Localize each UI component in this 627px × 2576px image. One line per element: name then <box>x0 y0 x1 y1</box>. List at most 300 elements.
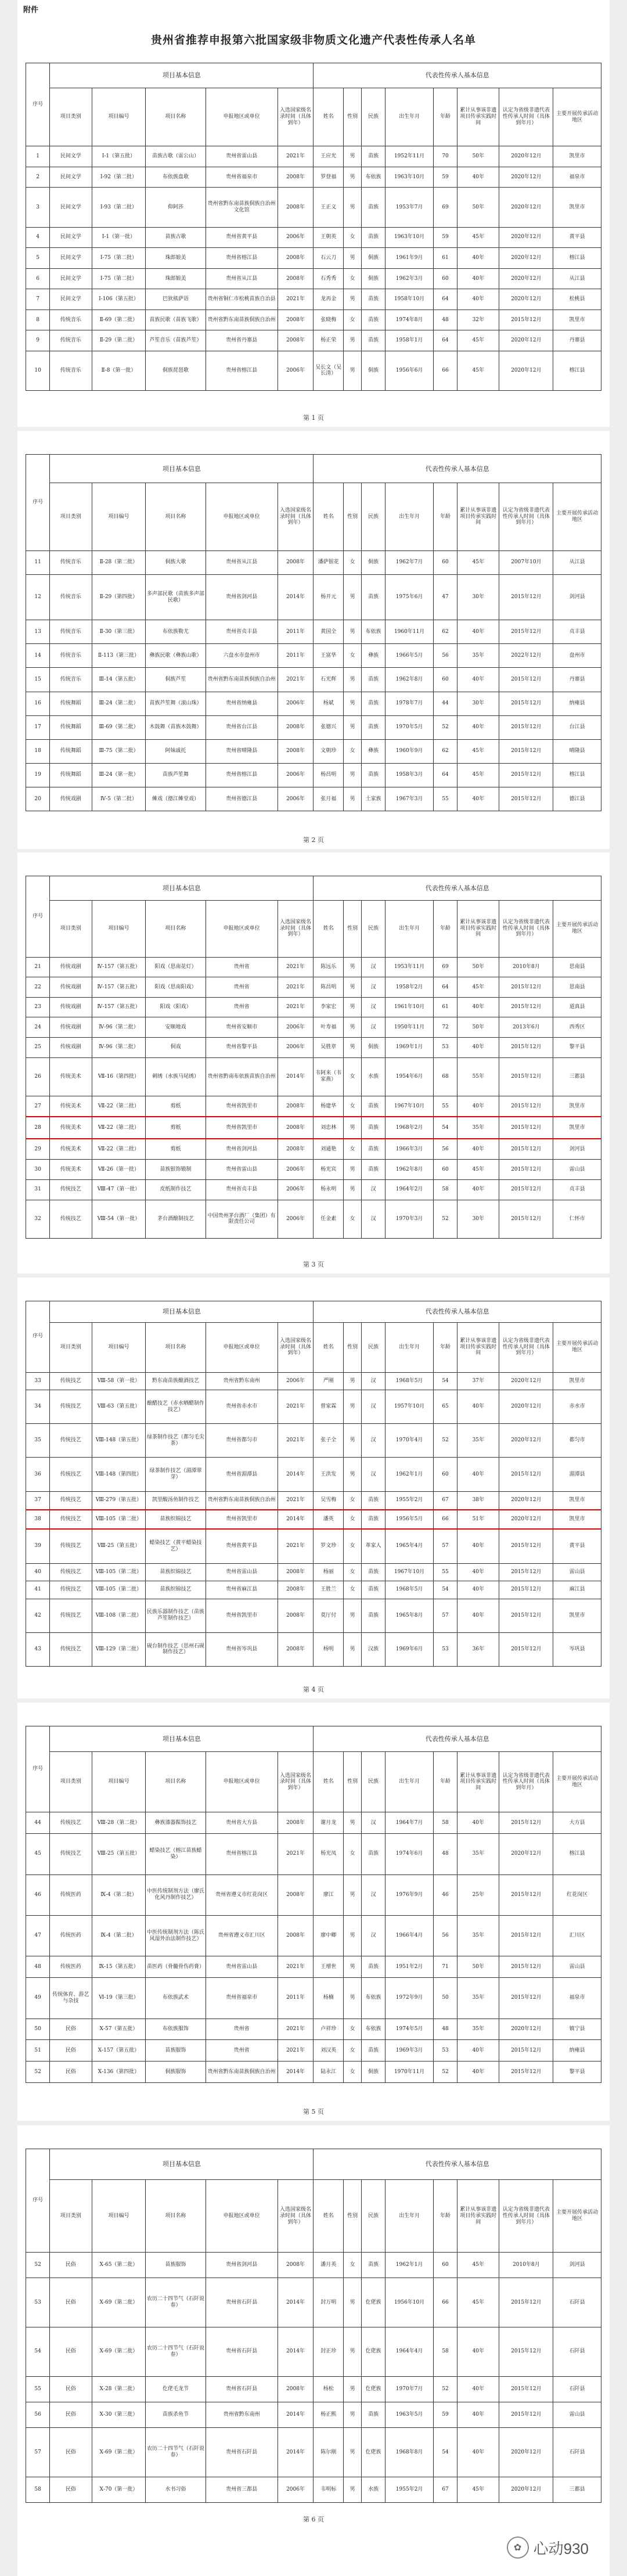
col-ethnicity: 民族 <box>362 1752 385 1812</box>
cell-year: 2006年 <box>278 227 314 248</box>
cell-year: 2006年 <box>278 787 314 811</box>
roster-table <box>26 2149 601 2503</box>
cell-age: 61 <box>433 248 457 269</box>
cell-name: 罗文珍 <box>314 1529 344 1564</box>
cell-eth: 汉 <box>362 977 385 998</box>
cell-age: 61 <box>433 997 457 1017</box>
cell-cat: 传统技艺 <box>50 1180 92 1200</box>
cell-year: 2008年 <box>278 739 314 763</box>
cell-name: 张子全 <box>314 1424 344 1458</box>
cell-code: Ⅷ-105（第二批） <box>92 1563 146 1581</box>
cell-unit: 贵州省 <box>206 2019 278 2040</box>
cell-eth: 仡佬族 <box>362 2428 385 2477</box>
cell-no: 8 <box>26 310 50 330</box>
cell-pname: 侗族服饰 <box>146 2061 206 2083</box>
cell-age: 66 <box>433 351 457 390</box>
cell-no: 32 <box>26 1200 50 1238</box>
cell-birth: 1958年3月 <box>385 763 434 787</box>
cell-eth: 苗族 <box>362 1956 385 1978</box>
cell-gender: 男 <box>344 1875 362 1915</box>
cell-cat: 民俗 <box>50 2253 92 2278</box>
cell-eth: 苗族 <box>362 1563 385 1581</box>
header-row-group <box>26 876 601 901</box>
col-group-inheritor: 代表性传承人基本信息 <box>314 455 601 483</box>
cell-pname: 绿茶制作技艺（都匀毛尖茶） <box>146 1424 206 1458</box>
cell-year: 2006年 <box>278 1372 314 1390</box>
cell-region: 丹寨县 <box>553 668 601 692</box>
cell-name: 吴长文（吴长清） <box>314 351 344 390</box>
cell-birth: 1968年8月 <box>385 2428 434 2477</box>
document-page-6 <box>17 2125 610 2576</box>
table-row <box>26 644 601 668</box>
cell-age: 64 <box>433 763 457 787</box>
cell-cat: 传统音乐 <box>50 644 92 668</box>
cell-prov: 2015年12月 <box>499 1812 553 1834</box>
cell-code: Ⅸ-4（第二批） <box>92 1875 146 1915</box>
table-row <box>26 739 601 763</box>
col-years-engaged: 累计从事该非遗项目传承实践时间 <box>457 483 499 551</box>
cell-region: 榕江县 <box>553 763 601 787</box>
cell-region: 贞丰县 <box>553 1180 601 1200</box>
cell-eth: 苗族 <box>362 2402 385 2427</box>
cell-age: 71 <box>433 1956 457 1978</box>
cell-pname: 安顺地戏 <box>146 1017 206 1038</box>
cell-age: 72 <box>433 1017 457 1038</box>
cell-name: 石秀秀 <box>314 268 344 289</box>
cell-pname: 侗族芦笙 <box>146 668 206 692</box>
cell-unit: 贵州省铜仁市松桃苗族自治县 <box>206 289 278 310</box>
cell-cat: 传统音乐 <box>50 351 92 390</box>
cell-prov: 2013年6月 <box>499 1017 553 1038</box>
table-row <box>26 1599 601 1632</box>
cell-prov: 2020年12月 <box>499 330 553 351</box>
cell-age: 62 <box>433 739 457 763</box>
table-row <box>26 167 601 188</box>
cell-age: 46 <box>433 1875 457 1915</box>
cell-no: 4 <box>26 227 50 248</box>
cell-pname: 阳戏（思南花灯） <box>146 957 206 977</box>
cell-no: 17 <box>26 715 50 739</box>
cell-exp: 25年 <box>457 1875 499 1915</box>
cell-gender: 男 <box>344 1458 362 1491</box>
cell-cat: 传统技艺 <box>50 1491 92 1510</box>
cell-code: Ⅵ-19（第三批） <box>92 1978 146 2019</box>
table-row <box>26 1390 601 1423</box>
col-birth: 出生年月 <box>385 483 434 551</box>
cell-year: 2021年 <box>278 146 314 167</box>
cell-unit: 贵州省雷山县 <box>206 1956 278 1978</box>
cell-year: 2021年 <box>278 977 314 998</box>
cell-no: 51 <box>26 2040 50 2061</box>
cell-name: 杨正荣 <box>314 330 344 351</box>
cell-pname: 蜡染技艺（黄平蜡染技艺） <box>146 1529 206 1564</box>
cell-birth: 1962年1月 <box>385 1458 434 1491</box>
cell-exp: 40年 <box>457 1390 499 1423</box>
col-gender: 性别 <box>344 900 362 957</box>
cell-cat: 传统戏剧 <box>50 1037 92 1057</box>
col-applicant: 申报地区或单位 <box>206 483 278 551</box>
cell-cat: 传统舞蹈 <box>50 739 92 763</box>
cell-exp: 45年 <box>457 763 499 787</box>
cell-eth: 仡佬族 <box>362 2327 385 2377</box>
cell-exp: 35年 <box>457 2019 499 2040</box>
cell-region: 思南县 <box>553 957 601 977</box>
cell-no: 16 <box>26 692 50 715</box>
cell-cat: 传统戏剧 <box>50 1017 92 1038</box>
cell-year: 2021年 <box>278 1491 314 1510</box>
cell-no: 31 <box>26 1180 50 1200</box>
page-number: 第 2 页 <box>303 836 324 844</box>
header-row-columns <box>26 900 601 957</box>
cell-birth: 1956年5月 <box>385 1510 434 1529</box>
cell-pname: 侗族琵琶歌 <box>146 351 206 390</box>
cell-age: 52 <box>433 715 457 739</box>
cell-exp: 35年 <box>457 1834 499 1875</box>
cell-gender: 女 <box>344 1200 362 1238</box>
col-project-no: 项目编号 <box>92 2180 146 2253</box>
cell-region: 岑巩县 <box>553 1632 601 1666</box>
cell-eth: 苗族 <box>362 289 385 310</box>
cell-no: 43 <box>26 1632 50 1666</box>
cell-region: 三都县 <box>553 2477 601 2502</box>
cell-birth: 1958年1月 <box>385 330 434 351</box>
col-gender: 性别 <box>344 483 362 551</box>
cell-name: 张月福 <box>314 787 344 811</box>
cell-name: 廖中卿 <box>314 1915 344 1956</box>
cell-prov: 2020年12月 <box>499 1491 553 1510</box>
cell-region: 盘州市 <box>553 644 601 668</box>
table-row <box>26 2477 601 2502</box>
cell-gender: 女 <box>344 2019 362 2040</box>
cell-region: 黄平县 <box>553 1529 601 1564</box>
table-row <box>26 1180 601 1200</box>
cell-gender: 男 <box>344 351 362 390</box>
cell-region: 雷山县 <box>553 2402 601 2427</box>
cell-unit: 贵州省 <box>206 997 278 1017</box>
cell-cat: 传统音乐 <box>50 330 92 351</box>
cell-code: Ⅲ-75（第二批） <box>92 739 146 763</box>
cell-no: 30 <box>26 1160 50 1180</box>
cell-eth: 苗族 <box>362 1096 385 1117</box>
cell-no: 33 <box>26 1372 50 1390</box>
col-applicant: 申报地区或单位 <box>206 900 278 957</box>
col-year-col: 入选国家级名录时间（具体到年） <box>278 1322 314 1372</box>
cell-name: 石云刀 <box>314 248 344 269</box>
cell-name: 王正义 <box>314 188 344 227</box>
table-row <box>26 2327 601 2377</box>
cell-code: Ⅷ-148（第五批） <box>92 1424 146 1458</box>
cell-region: 雷山县 <box>553 1160 601 1180</box>
cell-gender: 男 <box>344 1424 362 1458</box>
cell-birth: 1966年4月 <box>385 1915 434 1956</box>
cell-gender: 男 <box>344 763 362 787</box>
cell-prov: 2015年12月 <box>499 1180 553 1200</box>
cell-unit: 贵州省 <box>206 977 278 998</box>
header-row-group <box>26 1301 601 1323</box>
cell-name: 谢月龙 <box>314 1812 344 1834</box>
cell-prov: 2020年12月 <box>499 1834 553 1875</box>
cell-code: Ⅰ-93（第二批） <box>92 188 146 227</box>
cell-name: 杨永明 <box>314 1180 344 1200</box>
cell-eth: 苗族 <box>362 1117 385 1139</box>
cell-name: 王增世 <box>314 1956 344 1978</box>
cell-year: 2008年 <box>278 551 314 574</box>
cell-cat: 民俗 <box>50 2402 92 2427</box>
cell-birth: 1963年10月 <box>385 227 434 248</box>
table-row <box>26 1117 601 1139</box>
cell-age: 68 <box>433 1057 457 1096</box>
table-row <box>26 997 601 1017</box>
cell-no: 48 <box>26 1956 50 1978</box>
table-row <box>26 1491 601 1510</box>
cell-prov: 2015年12月 <box>499 1458 553 1491</box>
table-row <box>26 1160 601 1180</box>
cell-code: Ⅱ-8（第一批） <box>92 351 146 390</box>
cell-pname: 苗族芦笙舞（滚山珠） <box>146 692 206 715</box>
cell-region: 黎平县 <box>553 1037 601 1057</box>
roster-table <box>26 454 601 811</box>
cell-unit: 贵州省榕江县 <box>206 1834 278 1875</box>
cell-birth: 1962年3月 <box>385 268 434 289</box>
cell-birth: 1966年5月 <box>385 644 434 668</box>
cell-code: Ⅳ-96（第二批） <box>92 1017 146 1038</box>
cell-gender: 女 <box>344 310 362 330</box>
cell-unit: 贵州省雷山县 <box>206 1160 278 1180</box>
cell-birth: 1974年8月 <box>385 310 434 330</box>
cell-prov: 2020年12月 <box>499 2428 553 2477</box>
cell-year: 2008年 <box>278 1139 314 1160</box>
cell-no: 12 <box>26 574 50 620</box>
cell-region: 凯里市 <box>553 1491 601 1510</box>
cell-unit: 贵州省福泉市 <box>206 1978 278 2019</box>
cell-age: 53 <box>433 1037 457 1057</box>
cell-pname: 砚台制作技艺（思州石砚制作技艺） <box>146 1632 206 1666</box>
col-age: 年龄 <box>433 2180 457 2253</box>
cell-region: 福泉市 <box>553 167 601 188</box>
col-category: 项目类别 <box>50 900 92 957</box>
cell-birth: 1974年6月 <box>385 1834 434 1875</box>
cell-unit: 贵州省 <box>206 2040 278 2061</box>
cell-region: 石阡县 <box>553 2428 601 2477</box>
cell-prov: 2015年12月 <box>499 1956 553 1978</box>
cell-birth: 1963年5月 <box>385 2402 434 2427</box>
col-ethnicity: 民族 <box>362 88 385 146</box>
col-age: 年龄 <box>433 1752 457 1812</box>
cell-birth: 1970年11月 <box>385 2061 434 2083</box>
cell-exp: 55年 <box>457 1057 499 1096</box>
cell-cat: 民间文学 <box>50 248 92 269</box>
cell-region: 凯里市 <box>553 1117 601 1139</box>
cell-exp: 35年 <box>457 1915 499 1956</box>
table-row <box>26 2428 601 2477</box>
cell-age: 54 <box>433 1372 457 1390</box>
cell-name: 叶寿福 <box>314 1017 344 1038</box>
col-name: 姓名 <box>314 1752 344 1812</box>
cell-exp: 45年 <box>457 2253 499 2278</box>
header-row-columns <box>26 1752 601 1812</box>
cell-region: 都匀市 <box>553 1424 601 1458</box>
cell-pname: 蜡染技艺（榕江苗族蜡染） <box>146 1834 206 1875</box>
cell-no: 15 <box>26 668 50 692</box>
cell-no: 18 <box>26 739 50 763</box>
cell-code: Ⅷ-28（第二批） <box>92 1812 146 1834</box>
cell-cat: 民俗 <box>50 2477 92 2502</box>
cell-eth: 汉 <box>362 1875 385 1915</box>
cell-exp: 35年 <box>457 1117 499 1139</box>
col-year-col: 入选国家级名录时间（具体到年） <box>278 900 314 957</box>
col-name: 姓名 <box>314 2180 344 2253</box>
cell-eth: 苗族 <box>362 227 385 248</box>
cell-cat: 传统医药 <box>50 1915 92 1956</box>
cell-pname: 多声部民歌（苗族多声部民歌） <box>146 574 206 620</box>
cell-cat: 民俗 <box>50 2278 92 2327</box>
table-row <box>26 957 601 977</box>
cell-unit: 贵州省贞丰县 <box>206 1180 278 1200</box>
col-age: 年龄 <box>433 1322 457 1372</box>
cell-birth: 1968年5月 <box>385 1372 434 1390</box>
cell-prov: 2020年12月 <box>499 1510 553 1529</box>
cell-gender: 男 <box>344 574 362 620</box>
cell-year: 2006年 <box>278 1037 314 1057</box>
col-birth: 出生年月 <box>385 1752 434 1812</box>
col-group-project: 项目基本信息 <box>50 455 314 483</box>
cell-name: 吴雪梅 <box>314 1491 344 1510</box>
cell-age: 52 <box>433 2061 457 2083</box>
cell-age: 59 <box>433 227 457 248</box>
cell-pname: 刺绣（水族马尾绣） <box>146 1057 206 1096</box>
table-row <box>26 1978 601 2019</box>
cell-code: Ⅱ-29（第四批） <box>92 574 146 620</box>
cell-birth: 1954年6月 <box>385 1057 434 1096</box>
document-page-1 <box>17 0 610 427</box>
cell-eth: 苗族 <box>362 188 385 227</box>
col-name: 姓名 <box>314 900 344 957</box>
cell-gender: 男 <box>344 1632 362 1666</box>
cell-exp: 40年 <box>457 2428 499 2477</box>
cell-age: 69 <box>433 957 457 977</box>
cell-gender: 男 <box>344 146 362 167</box>
col-project-no: 项目编号 <box>92 900 146 957</box>
cell-pname: 凯里酸汤鱼制作技艺 <box>146 1491 206 1510</box>
cell-gender: 女 <box>344 1529 362 1564</box>
cell-exp: 50年 <box>457 146 499 167</box>
cell-age: 60 <box>433 1458 457 1491</box>
cell-region: 台江县 <box>553 715 601 739</box>
cell-birth: 1953年7月 <box>385 188 434 227</box>
cell-unit: 贵州省麻江县 <box>206 1581 278 1599</box>
cell-region: 红花岗区 <box>553 1875 601 1915</box>
cell-pname: 苗族银饰锻制 <box>146 1160 206 1180</box>
cell-name: 杨斌 <box>314 692 344 715</box>
document-page-5 <box>17 1703 610 2121</box>
cell-birth: 1974年5月 <box>385 2019 434 2040</box>
cell-name: 吴胜章 <box>314 1037 344 1057</box>
cell-exp: 45年 <box>457 2477 499 2502</box>
cell-eth: 苗族 <box>362 668 385 692</box>
col-category: 项目类别 <box>50 1752 92 1812</box>
cell-year: 2006年 <box>278 763 314 787</box>
cell-cat: 民间文学 <box>50 289 92 310</box>
cell-cat: 传统音乐 <box>50 551 92 574</box>
cell-age: 54 <box>433 1117 457 1139</box>
cell-name: 杨昌明 <box>314 763 344 787</box>
cell-region: 镇宁县 <box>553 2019 601 2040</box>
cell-name: 杨建华 <box>314 1096 344 1117</box>
cell-unit: 贵州省石阡县 <box>206 2278 278 2327</box>
cell-unit: 贵州省晴隆县 <box>206 739 278 763</box>
cell-birth: 1962年8月 <box>385 1160 434 1180</box>
cell-name: 杨松 <box>314 2376 344 2402</box>
cell-code: Ⅰ-92（第二批） <box>92 167 146 188</box>
cell-cat: 传统医药 <box>50 1875 92 1915</box>
cell-exp: 40年 <box>457 1458 499 1491</box>
cell-code: Ⅷ-25（第五批） <box>92 1529 146 1564</box>
col-region: 主要开展传承活动地区 <box>553 2180 601 2253</box>
cell-year: 2008年 <box>278 1812 314 1834</box>
cell-birth: 1961年10月 <box>385 997 434 1017</box>
cell-gender: 男 <box>344 692 362 715</box>
cell-prov: 2015年12月 <box>499 1632 553 1666</box>
cell-code: Ⅲ-24（第二批） <box>92 692 146 715</box>
cell-no: 14 <box>26 644 50 668</box>
cell-pname: 布依族勒尤 <box>146 620 206 644</box>
cell-eth: 苗族 <box>362 574 385 620</box>
cell-region: 汇川区 <box>553 1915 601 1956</box>
cell-prov: 2020年12月 <box>499 268 553 289</box>
cell-exp: 40年 <box>457 2327 499 2377</box>
cell-eth: 侗族 <box>362 268 385 289</box>
cell-eth: 水族 <box>362 2477 385 2502</box>
cell-name: 潘月英 <box>314 2253 344 2278</box>
cell-code: Ⅶ-26（第一批） <box>92 1160 146 1180</box>
cell-eth: 彝族 <box>362 739 385 763</box>
cell-pname: 中医传统制剂方法（陈氏风湿外治法制作技艺） <box>146 1915 206 1956</box>
cell-gender: 男 <box>344 1812 362 1834</box>
cell-name: 杨光宾 <box>314 1160 344 1180</box>
cell-region: 贞丰县 <box>553 620 601 644</box>
cell-unit: 贵州省福泉市 <box>206 167 278 188</box>
cell-birth: 1970年3月 <box>385 1200 434 1238</box>
cell-gender: 男 <box>344 997 362 1017</box>
table-row <box>26 1834 601 1875</box>
cell-eth: 汉 <box>362 1200 385 1238</box>
cell-prov: 2015年12月 <box>499 574 553 620</box>
cell-year: 2014年 <box>278 2428 314 2477</box>
cell-birth: 1956年6月 <box>385 351 434 390</box>
cell-no: 5 <box>26 248 50 269</box>
cell-exp: 30年 <box>457 692 499 715</box>
cell-prov: 2015年12月 <box>499 620 553 644</box>
cell-region: 雷山县 <box>553 1563 601 1581</box>
cell-age: 53 <box>433 2040 457 2061</box>
cell-year: 2008年 <box>278 248 314 269</box>
cell-birth: 1970年5月 <box>385 715 434 739</box>
cell-prov: 2020年12月 <box>499 227 553 248</box>
col-project-name: 项目名称 <box>146 483 206 551</box>
cell-gender: 男 <box>344 1180 362 1200</box>
watermark <box>507 2537 589 2559</box>
col-provincial-time: 认定为省级非遗代表性传承人时间（具体到年月） <box>499 88 553 146</box>
cell-birth: 1962年1月 <box>385 2253 434 2278</box>
table-row <box>26 248 601 269</box>
cell-region: 大方县 <box>553 1812 601 1834</box>
cell-region: 黎平县 <box>553 2061 601 2083</box>
cell-gender: 男 <box>344 248 362 269</box>
cell-eth: 侗族 <box>362 351 385 390</box>
cell-exp: 40年 <box>457 787 499 811</box>
cell-eth: 水族 <box>362 1057 385 1096</box>
cell-birth: 1952年11月 <box>385 146 434 167</box>
